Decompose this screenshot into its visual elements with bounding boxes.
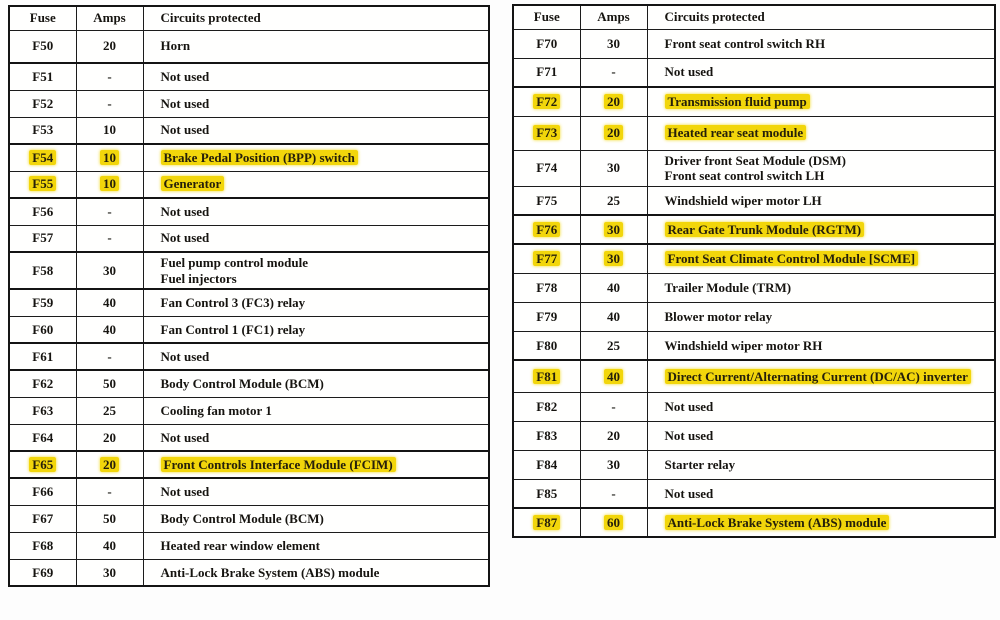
- circuits-value: Fuel pump control module: [160, 255, 308, 270]
- amps-value: 40: [103, 295, 116, 311]
- fuse-cell: [513, 244, 580, 273]
- amps-value: -: [107, 230, 112, 246]
- circuits-cell: [647, 58, 995, 87]
- amps-cell: [76, 225, 143, 252]
- amps-cell: [76, 117, 143, 144]
- amps-cell: [76, 30, 143, 63]
- amps-value: 30: [607, 160, 620, 176]
- amps-cell: [580, 392, 647, 421]
- amps-value: 25: [103, 402, 116, 418]
- amps-value: 10: [100, 150, 119, 165]
- fuse-value: F64: [32, 429, 54, 445]
- fuse-cell: [513, 215, 580, 244]
- circuits-cell: [647, 150, 995, 186]
- table-row: [9, 225, 489, 252]
- fuse-cell: [9, 397, 76, 424]
- amps-cell: [76, 90, 143, 117]
- fuse-value: F55: [29, 176, 56, 191]
- fuse-value: F80: [536, 337, 558, 353]
- amps-value: 60: [604, 515, 623, 530]
- fuse-cell: [9, 478, 76, 505]
- amps-cell: [580, 273, 647, 302]
- circuits-value: Not used: [160, 484, 210, 500]
- circuits-cell: [647, 331, 995, 360]
- circuits-value: Not used: [160, 348, 210, 364]
- circuits-value: Direct Current/Alternating Current (DC/AC) inverter: [665, 369, 971, 384]
- circuits-cell: [647, 392, 995, 421]
- amps-cell: [76, 252, 143, 289]
- amps-value: 10: [103, 122, 116, 138]
- circuits-cell: [647, 87, 995, 116]
- table-row: [9, 63, 489, 90]
- fuse-cell: [513, 421, 580, 450]
- header-row: [513, 5, 995, 29]
- circuits-cell: [647, 360, 995, 392]
- circuits-value: Driver front Seat Module (DSM): [664, 152, 846, 168]
- amps-cell: [76, 424, 143, 451]
- fuse-cell: [9, 316, 76, 343]
- circuits-value: Not used: [160, 122, 210, 138]
- circuits-cell: [143, 397, 489, 424]
- fuse-cell: [9, 171, 76, 198]
- amps-cell: [76, 63, 143, 90]
- circuits-cell: [647, 244, 995, 273]
- table-row: [9, 478, 489, 505]
- fuse-value: F81: [533, 369, 560, 384]
- circuits-value: Front seat control switch RH: [664, 35, 826, 51]
- amps-cell: [76, 144, 143, 171]
- fuse-cell: [513, 150, 580, 186]
- column-header-amps: Amps: [580, 5, 647, 29]
- table-row: [513, 302, 995, 331]
- fuse-cell: [9, 370, 76, 397]
- fuse-value: F61: [32, 348, 54, 364]
- circuits-cell: [647, 273, 995, 302]
- fuse-cell: [513, 479, 580, 508]
- table-row: [9, 252, 489, 289]
- circuits-cell: [143, 30, 489, 63]
- fuse-cell: [513, 29, 580, 58]
- amps-value: 40: [604, 369, 623, 384]
- amps-cell: [580, 244, 647, 273]
- amps-cell: [76, 451, 143, 478]
- amps-cell: [76, 289, 143, 316]
- fuse-value: F77: [533, 251, 560, 266]
- amps-value: -: [107, 484, 112, 500]
- table-row: [9, 289, 489, 316]
- circuits-cell: [143, 171, 489, 198]
- amps-value: -: [107, 68, 112, 84]
- amps-value: -: [611, 398, 616, 414]
- table-row: [9, 343, 489, 370]
- fuse-cell: [9, 252, 76, 289]
- fuse-value: F62: [32, 376, 54, 392]
- fuse-value: F50: [32, 38, 54, 54]
- circuits-cell: [143, 424, 489, 451]
- circuits-value: Fan Control 3 (FC3) relay: [160, 295, 306, 311]
- fuse-cell: [9, 225, 76, 252]
- fuse-value: F74: [536, 160, 558, 176]
- circuits-value: Generator: [161, 176, 225, 191]
- table-row: [513, 150, 995, 186]
- fuse-cell: [9, 424, 76, 451]
- fuse-cell: [513, 450, 580, 479]
- column-header-amps: Amps: [76, 6, 143, 30]
- table-row: [513, 508, 995, 537]
- fuse-cell: [513, 58, 580, 87]
- table-row: [513, 116, 995, 150]
- fuse-cell: [9, 144, 76, 171]
- circuits-value: Starter relay: [664, 456, 736, 472]
- circuits-value: Not used: [664, 485, 714, 501]
- fuse-value: F58: [32, 262, 54, 278]
- amps-cell: [580, 186, 647, 215]
- fuse-table-left-body: [9, 30, 489, 586]
- amps-cell: [580, 58, 647, 87]
- amps-value: 20: [604, 125, 623, 140]
- fuse-cell: [513, 116, 580, 150]
- circuits-cell: [143, 225, 489, 252]
- amps-cell: [76, 370, 143, 397]
- circuits-value: Not used: [160, 230, 210, 246]
- amps-cell: [580, 302, 647, 331]
- circuits-cell: [143, 505, 489, 532]
- circuits-cell: [143, 198, 489, 225]
- circuits-cell: [143, 343, 489, 370]
- amps-cell: [580, 508, 647, 537]
- amps-value: 30: [607, 35, 620, 51]
- circuits-value: Front seat control switch LH: [664, 168, 825, 184]
- amps-value: 10: [100, 176, 119, 191]
- circuits-value: Anti-Lock Brake System (ABS) module: [665, 515, 890, 530]
- amps-value: -: [611, 64, 616, 80]
- table-row: [513, 360, 995, 392]
- fuse-table-right-body: [513, 29, 995, 537]
- circuits-cell: [647, 479, 995, 508]
- fuse-value: F69: [32, 564, 54, 580]
- table-row: [9, 30, 489, 63]
- circuits-cell: [647, 215, 995, 244]
- fuse-cell: [9, 90, 76, 117]
- circuits-value: Not used: [664, 427, 714, 443]
- table-row: [9, 90, 489, 117]
- fuse-value: F52: [32, 95, 54, 111]
- fuse-cell: [513, 302, 580, 331]
- column-header-circuits: Circuits protected: [647, 5, 995, 29]
- amps-cell: [580, 215, 647, 244]
- circuits-cell: [143, 532, 489, 559]
- fuse-cell: [9, 505, 76, 532]
- table-row: [513, 421, 995, 450]
- fuse-value: F82: [536, 398, 558, 414]
- circuits-value: Brake Pedal Position (BPP) switch: [161, 150, 358, 165]
- amps-cell: [580, 360, 647, 392]
- fuse-value: F68: [32, 537, 54, 553]
- fuse-value: F51: [32, 68, 54, 84]
- fuse-cell: [9, 532, 76, 559]
- amps-value: -: [107, 348, 112, 364]
- fuse-value: F78: [536, 279, 558, 295]
- amps-cell: [580, 331, 647, 360]
- fuse-cell: [9, 117, 76, 144]
- circuits-value: Rear Gate Trunk Module (RGTM): [665, 222, 865, 237]
- fuse-cell: [513, 360, 580, 392]
- table-row: [9, 559, 489, 586]
- table-row: [9, 424, 489, 451]
- table-row: [513, 479, 995, 508]
- table-row: [513, 331, 995, 360]
- circuits-cell: [143, 370, 489, 397]
- fuse-value: F73: [533, 125, 560, 140]
- fuse-table-left: [8, 5, 490, 587]
- table-row: [9, 171, 489, 198]
- amps-cell: [76, 343, 143, 370]
- amps-value: 25: [607, 192, 620, 208]
- circuits-value: Not used: [664, 64, 714, 80]
- table-row: [9, 532, 489, 559]
- circuits-cell: [647, 421, 995, 450]
- amps-cell: [76, 316, 143, 343]
- fuse-value: F63: [32, 402, 54, 418]
- fuse-value: F75: [536, 192, 558, 208]
- fuse-value: F84: [536, 456, 558, 472]
- table-row: [513, 215, 995, 244]
- amps-cell: [580, 450, 647, 479]
- fuse-value: F53: [32, 122, 54, 138]
- amps-value: -: [107, 203, 112, 219]
- amps-cell: [580, 479, 647, 508]
- fuse-value: F76: [533, 222, 560, 237]
- circuits-cell: [143, 316, 489, 343]
- amps-cell: [580, 29, 647, 58]
- amps-cell: [76, 171, 143, 198]
- circuits-value: Not used: [160, 203, 210, 219]
- fuse-value: F79: [536, 308, 558, 324]
- circuits-cell: [647, 116, 995, 150]
- circuits-cell: [143, 117, 489, 144]
- circuits-cell: [647, 450, 995, 479]
- amps-value: 50: [103, 376, 116, 392]
- fuse-cell: [9, 343, 76, 370]
- circuits-value: Front Seat Climate Control Module [SCME]: [665, 251, 919, 266]
- amps-value: 50: [103, 510, 116, 526]
- table-row: [513, 186, 995, 215]
- circuits-value: Trailer Module (TRM): [664, 279, 792, 295]
- fuse-value: F60: [32, 321, 54, 337]
- circuits-value: Not used: [160, 429, 210, 445]
- table-row: [513, 392, 995, 421]
- amps-value: 20: [100, 457, 119, 472]
- circuits-value: Body Control Module (BCM): [160, 376, 324, 392]
- amps-cell: [580, 421, 647, 450]
- circuits-value: Anti-Lock Brake System (ABS) module: [160, 564, 380, 580]
- amps-value: 20: [103, 38, 116, 54]
- table-row: [513, 58, 995, 87]
- amps-value: 20: [103, 429, 116, 445]
- fuse-value: F54: [29, 150, 56, 165]
- table-row: [9, 451, 489, 478]
- circuits-cell: [647, 508, 995, 537]
- column-header-circuits: Circuits protected: [143, 6, 489, 30]
- circuits-value: Fan Control 1 (FC1) relay: [160, 321, 306, 337]
- amps-value: 20: [607, 427, 620, 443]
- circuits-value: Fuel injectors: [160, 270, 237, 286]
- fuse-value: F57: [32, 230, 54, 246]
- table-row: [513, 450, 995, 479]
- fuse-value: F70: [536, 35, 558, 51]
- amps-cell: [580, 87, 647, 116]
- amps-cell: [76, 478, 143, 505]
- amps-cell: [580, 116, 647, 150]
- fuse-cell: [513, 87, 580, 116]
- fuse-value: F87: [533, 515, 560, 530]
- fuse-cell: [9, 30, 76, 63]
- fuse-cell: [9, 289, 76, 316]
- table-row: [9, 144, 489, 171]
- amps-value: 40: [607, 279, 620, 295]
- fuse-cell: [513, 508, 580, 537]
- fuse-value: F83: [536, 427, 558, 443]
- amps-value: 30: [103, 564, 116, 580]
- fuse-value: F56: [32, 203, 54, 219]
- circuits-cell: [143, 451, 489, 478]
- circuits-cell: [143, 63, 489, 90]
- fuse-cell: [9, 63, 76, 90]
- fuse-cell: [513, 186, 580, 215]
- amps-cell: [76, 505, 143, 532]
- fuse-cell: [513, 331, 580, 360]
- circuits-value: Transmission fluid pump: [665, 94, 810, 109]
- circuits-cell: [143, 289, 489, 316]
- amps-value: 30: [604, 251, 623, 266]
- table-row: [513, 87, 995, 116]
- circuits-value: Heated rear window element: [160, 537, 320, 553]
- amps-value: 40: [103, 537, 116, 553]
- circuits-value: Windshield wiper motor LH: [664, 192, 822, 208]
- circuits-cell: [143, 144, 489, 171]
- circuits-cell: [143, 559, 489, 586]
- fuse-value: F66: [32, 484, 54, 500]
- circuits-value: Body Control Module (BCM): [160, 510, 324, 526]
- circuits-cell: [143, 252, 489, 289]
- amps-value: 40: [103, 321, 116, 337]
- table-row: [9, 370, 489, 397]
- amps-value: 25: [607, 337, 620, 353]
- amps-cell: [76, 397, 143, 424]
- fuse-value: F71: [536, 64, 558, 80]
- fuse-cell: [9, 451, 76, 478]
- amps-value: -: [107, 95, 112, 111]
- amps-value: -: [611, 485, 616, 501]
- fuse-cell: [513, 273, 580, 302]
- table-row: [9, 505, 489, 532]
- amps-cell: [580, 150, 647, 186]
- table-row: [513, 273, 995, 302]
- amps-cell: [76, 532, 143, 559]
- fuse-cell: [9, 198, 76, 225]
- table-row: [513, 244, 995, 273]
- circuits-value: Heated rear seat module: [665, 125, 807, 140]
- circuits-value: Windshield wiper motor RH: [664, 337, 823, 353]
- circuits-value: Not used: [160, 95, 210, 111]
- table-row: [9, 117, 489, 144]
- circuits-value: Blower motor relay: [664, 308, 773, 324]
- fuse-value: F59: [32, 295, 54, 311]
- circuits-value: Cooling fan motor 1: [160, 402, 272, 418]
- fuse-value: F72: [533, 94, 560, 109]
- circuits-value: Horn: [160, 38, 191, 54]
- circuits-value: Not used: [160, 68, 210, 84]
- circuits-cell: [647, 29, 995, 58]
- table-row: [9, 198, 489, 225]
- fuse-cell: [9, 559, 76, 586]
- fuse-value: F85: [536, 485, 558, 501]
- circuits-value: Not used: [664, 398, 714, 414]
- circuits-cell: [143, 478, 489, 505]
- amps-value: 30: [607, 456, 620, 472]
- amps-value: 20: [604, 94, 623, 109]
- fuse-value: F65: [29, 457, 56, 472]
- fuse-cell: [513, 392, 580, 421]
- table-row: [9, 316, 489, 343]
- amps-cell: [76, 559, 143, 586]
- table-row: [513, 29, 995, 58]
- amps-cell: [76, 198, 143, 225]
- circuits-cell: [647, 186, 995, 215]
- column-header-fuse: Fuse: [9, 6, 76, 30]
- amps-value: 30: [103, 262, 116, 278]
- column-header-fuse: Fuse: [513, 5, 580, 29]
- table-row: [9, 397, 489, 424]
- amps-value: 40: [607, 308, 620, 324]
- fuse-table-right: [512, 4, 996, 538]
- header-row: [9, 6, 489, 30]
- fuse-value: F67: [32, 510, 54, 526]
- circuits-value: Front Controls Interface Module (FCIM): [161, 457, 396, 472]
- circuits-cell: [143, 90, 489, 117]
- amps-value: 30: [604, 222, 623, 237]
- circuits-cell: [647, 302, 995, 331]
